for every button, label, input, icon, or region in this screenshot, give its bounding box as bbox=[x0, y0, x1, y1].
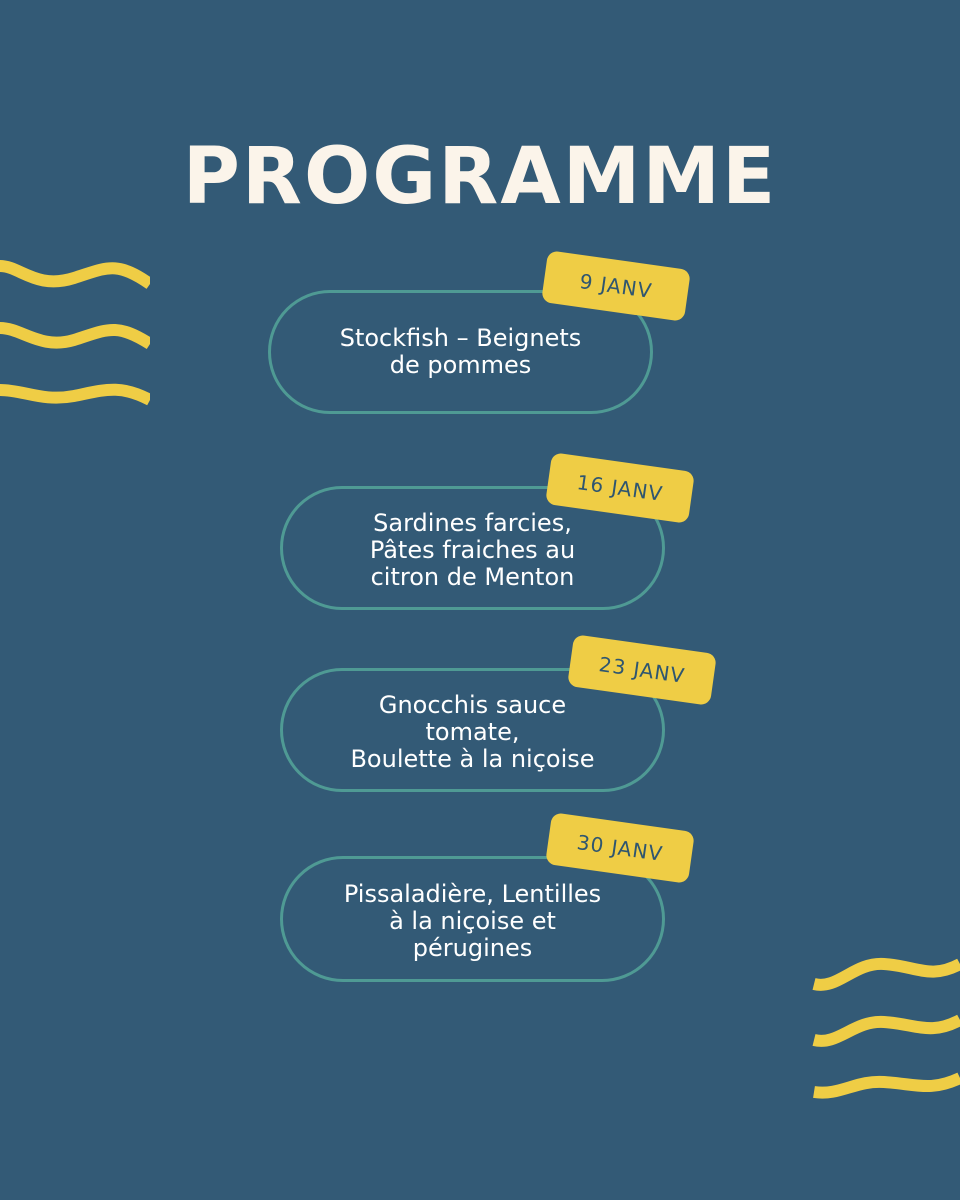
dish-text: Pissaladière, Lentilles à la niçoise et pérugines bbox=[343, 879, 602, 962]
dish-text: Gnocchis sauce tomate, Boulette à la niçoise bbox=[350, 690, 595, 773]
wavy-lines-icon bbox=[0, 250, 150, 415]
page-title: PROGRAMME bbox=[182, 132, 778, 223]
date-badge: 16 JANV bbox=[545, 452, 695, 524]
dish-text: Stockfish – Beignets de pommes bbox=[339, 324, 582, 379]
wavy-lines-icon bbox=[812, 950, 960, 1110]
date-badge: 30 JANV bbox=[545, 812, 695, 884]
dish-text: Sardines farcies, Pâtes fraiches au citron de Menton bbox=[369, 508, 576, 591]
date-badge: 9 JANV bbox=[541, 250, 691, 322]
menu-pill bbox=[280, 856, 665, 982]
date-badge: 23 JANV bbox=[567, 634, 717, 706]
